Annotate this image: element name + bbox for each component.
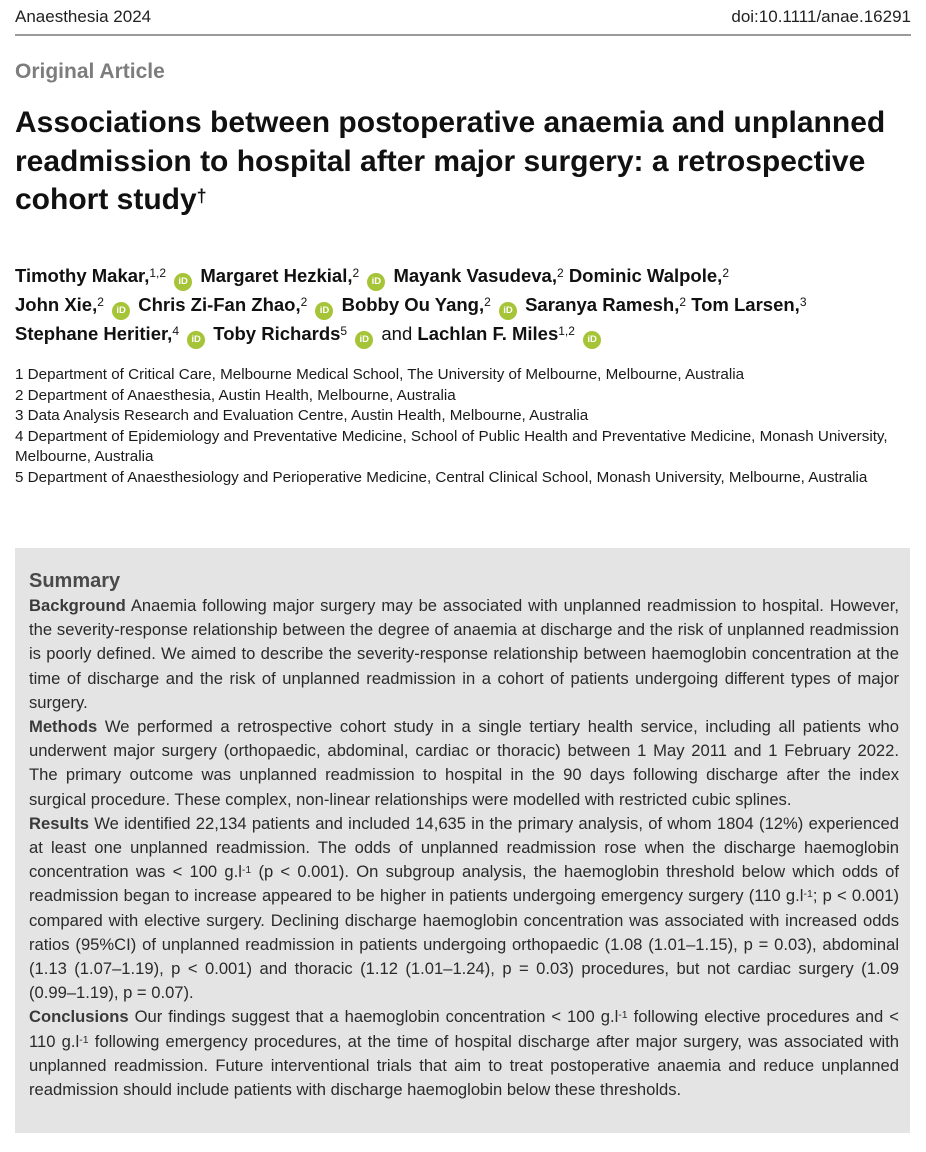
author-name[interactable]: Timothy Makar,: [15, 265, 150, 286]
methods-label: Methods: [29, 717, 98, 737]
author-name[interactable]: Toby Richards: [213, 323, 341, 344]
author-affil-ref: 4: [172, 324, 179, 338]
orcid-icon[interactable]: iD: [499, 302, 517, 320]
article-title: [15, 104, 905, 220]
summary-body: [29, 594, 899, 1102]
results-text: ; p < 0.001) compared with elective surgery. Declining discharge haemoglobin concentration was associated with increased odds ratios (95%CI) of unplanned readmission in patients undergoing orthopaedic (1.08 (1.01–1.15), p = 0.03), abdominal (1.13 (1.07–1.19), p < 0.001) and thoracic (1.12 (1.01–1.24), p = 0.03) procedures, but not cardiac surgery (1.09 (0.99–1.19), p = 0.07).: [29, 886, 899, 1003]
affiliation-item: 4 Department of Epidemiology and Preventative Medicine, School of Public Health and Preventative Medicine, Monash University, Melbourne, Australia: [15, 427, 888, 465]
author-affil-ref: 2: [679, 295, 687, 309]
summary-heading: Summary: [29, 570, 121, 592]
conclusions-text: following emergency procedures, at the time of hospital discharge after major surgery, was associated with unplanned readmission. Future interventional trials that aim to treat postoperative anaemia and reduce unplanned readmission should include patients with discharge haemoglobin below these thresholds.: [29, 1031, 899, 1100]
author-affil-ref: 1,2: [558, 324, 575, 338]
author-conjunction: and: [381, 323, 413, 344]
unit-exponent: -1: [803, 888, 813, 901]
journal-name: Anaesthesia 2024: [15, 7, 152, 26]
author-affil-ref: 2: [556, 266, 564, 280]
conclusions-text: Our findings suggest that a haemoglobin concentration < 100 g.l: [134, 1007, 619, 1027]
title-text: Associations between postoperative anaemia and unplanned readmission to hospital after major surgery: a retrospective cohort study: [15, 106, 886, 216]
results-text: We identified 22,134 patients and included 14,635 in the primary analysis, of whom 1804 (12%) experienced at least one unplanned readmission. The odds of unplanned readmission rose when the discharge haemoglobin concentration was < 100 g.l: [29, 813, 899, 882]
orcid-icon[interactable]: iD: [112, 302, 130, 320]
results-label: Results: [29, 813, 89, 833]
orcid-icon[interactable]: iD: [367, 273, 385, 291]
author-affil-ref: 2: [484, 295, 491, 309]
unit-exponent: -1: [618, 1009, 628, 1022]
author-affil-ref: 2: [722, 266, 729, 280]
doi-link[interactable]: doi:10.1111/anae.16291: [731, 7, 911, 26]
article-type: Original Article: [15, 60, 165, 83]
author-name[interactable]: Stephane Heritier,: [15, 323, 173, 344]
author-name[interactable]: Lachlan F. Miles: [417, 323, 559, 344]
author-name[interactable]: Saranya Ramesh,: [525, 294, 680, 315]
background-label: Background: [29, 596, 126, 615]
orcid-icon[interactable]: iD: [583, 331, 601, 349]
methods-text: We performed a retrospective cohort study in a single tertiary health service, including all patients who underwent major surgery (orthopaedic, abdominal, cardiac or thoracic) between 1 May 2011 and 1 February 2022. The primary outcome was unplanned readmission to hospital in the 90 days following discharge after the index surgical procedure. These complex, non-linear relationships were modelled with restricted cubic splines.: [29, 717, 899, 809]
conclusions-text: following elective procedures and < 110 g.l: [29, 1007, 899, 1051]
background-paragraph: [29, 594, 899, 715]
author-name[interactable]: Bobby Ou Yang,: [341, 294, 485, 315]
orcid-icon[interactable]: iD: [187, 331, 205, 349]
author-affil-ref: 5: [340, 324, 348, 338]
affiliations: [15, 365, 910, 488]
affiliation-item: 5 Department of Anaesthesiology and Perioperative Medicine, Central Clinical School, Monash University, Melbourne, Australia: [15, 468, 868, 486]
page-header: [15, 0, 911, 36]
author-name[interactable]: Margaret Hezkial,: [200, 265, 353, 286]
unit-exponent: -1: [79, 1033, 89, 1046]
author-list: [15, 262, 910, 349]
author-affil-ref: 2: [97, 295, 104, 309]
author-affil-ref: 3: [799, 295, 807, 309]
affiliation-item: 3 Data Analysis Research and Evaluation Centre, Austin Health, Melbourne, Australia: [15, 407, 589, 424]
unit-exponent: -1: [241, 864, 252, 877]
author-affil-ref: 1,2: [149, 266, 167, 280]
background-text: Anaemia following major surgery may be associated with unplanned readmission to hospital. However, the severity-response relationship between the degree of anaemia at discharge and the risk of unplanned readmission is poorly defined. We aimed to describe the severity-response relationship between haemoglobin concentration at the time of discharge and the risk of unplanned readmission in a cohort of patients undergoing different types of major surgery.: [29, 596, 899, 712]
author-name[interactable]: Mayank Vasudeva,: [393, 265, 557, 286]
affiliation-item: 1 Department of Critical Care, Melbourne Medical School, The University of Melbourne, Melbourne, Australia: [15, 366, 745, 383]
orcid-icon[interactable]: iD: [315, 302, 333, 320]
affiliation-item: 2 Department of Anaesthesia, Austin Health, Melbourne, Australia: [15, 386, 456, 404]
title-footnote-mark[interactable]: †: [196, 186, 207, 206]
results-text: (p < 0.001). On subgroup analysis, the haemoglobin threshold below which odds of readmission began to increase appeared to be higher in patients undergoing emergency surgery (110 g.l: [29, 862, 899, 906]
author-affil-ref: 2: [300, 295, 308, 309]
author-name[interactable]: Tom Larsen,: [691, 294, 800, 315]
conclusions-paragraph: [29, 1005, 899, 1102]
author-name[interactable]: Chris Zi-Fan Zhao,: [138, 294, 301, 315]
author-affil-ref: 2: [352, 266, 360, 280]
conclusions-label: Conclusions: [29, 1007, 129, 1027]
summary-box: [15, 548, 910, 1133]
orcid-icon[interactable]: iD: [355, 331, 373, 349]
results-paragraph: [29, 812, 899, 1006]
orcid-icon[interactable]: iD: [174, 273, 192, 291]
author-name[interactable]: Dominic Walpole,: [568, 265, 723, 286]
methods-paragraph: [29, 715, 899, 812]
author-name[interactable]: John Xie,: [15, 294, 98, 315]
